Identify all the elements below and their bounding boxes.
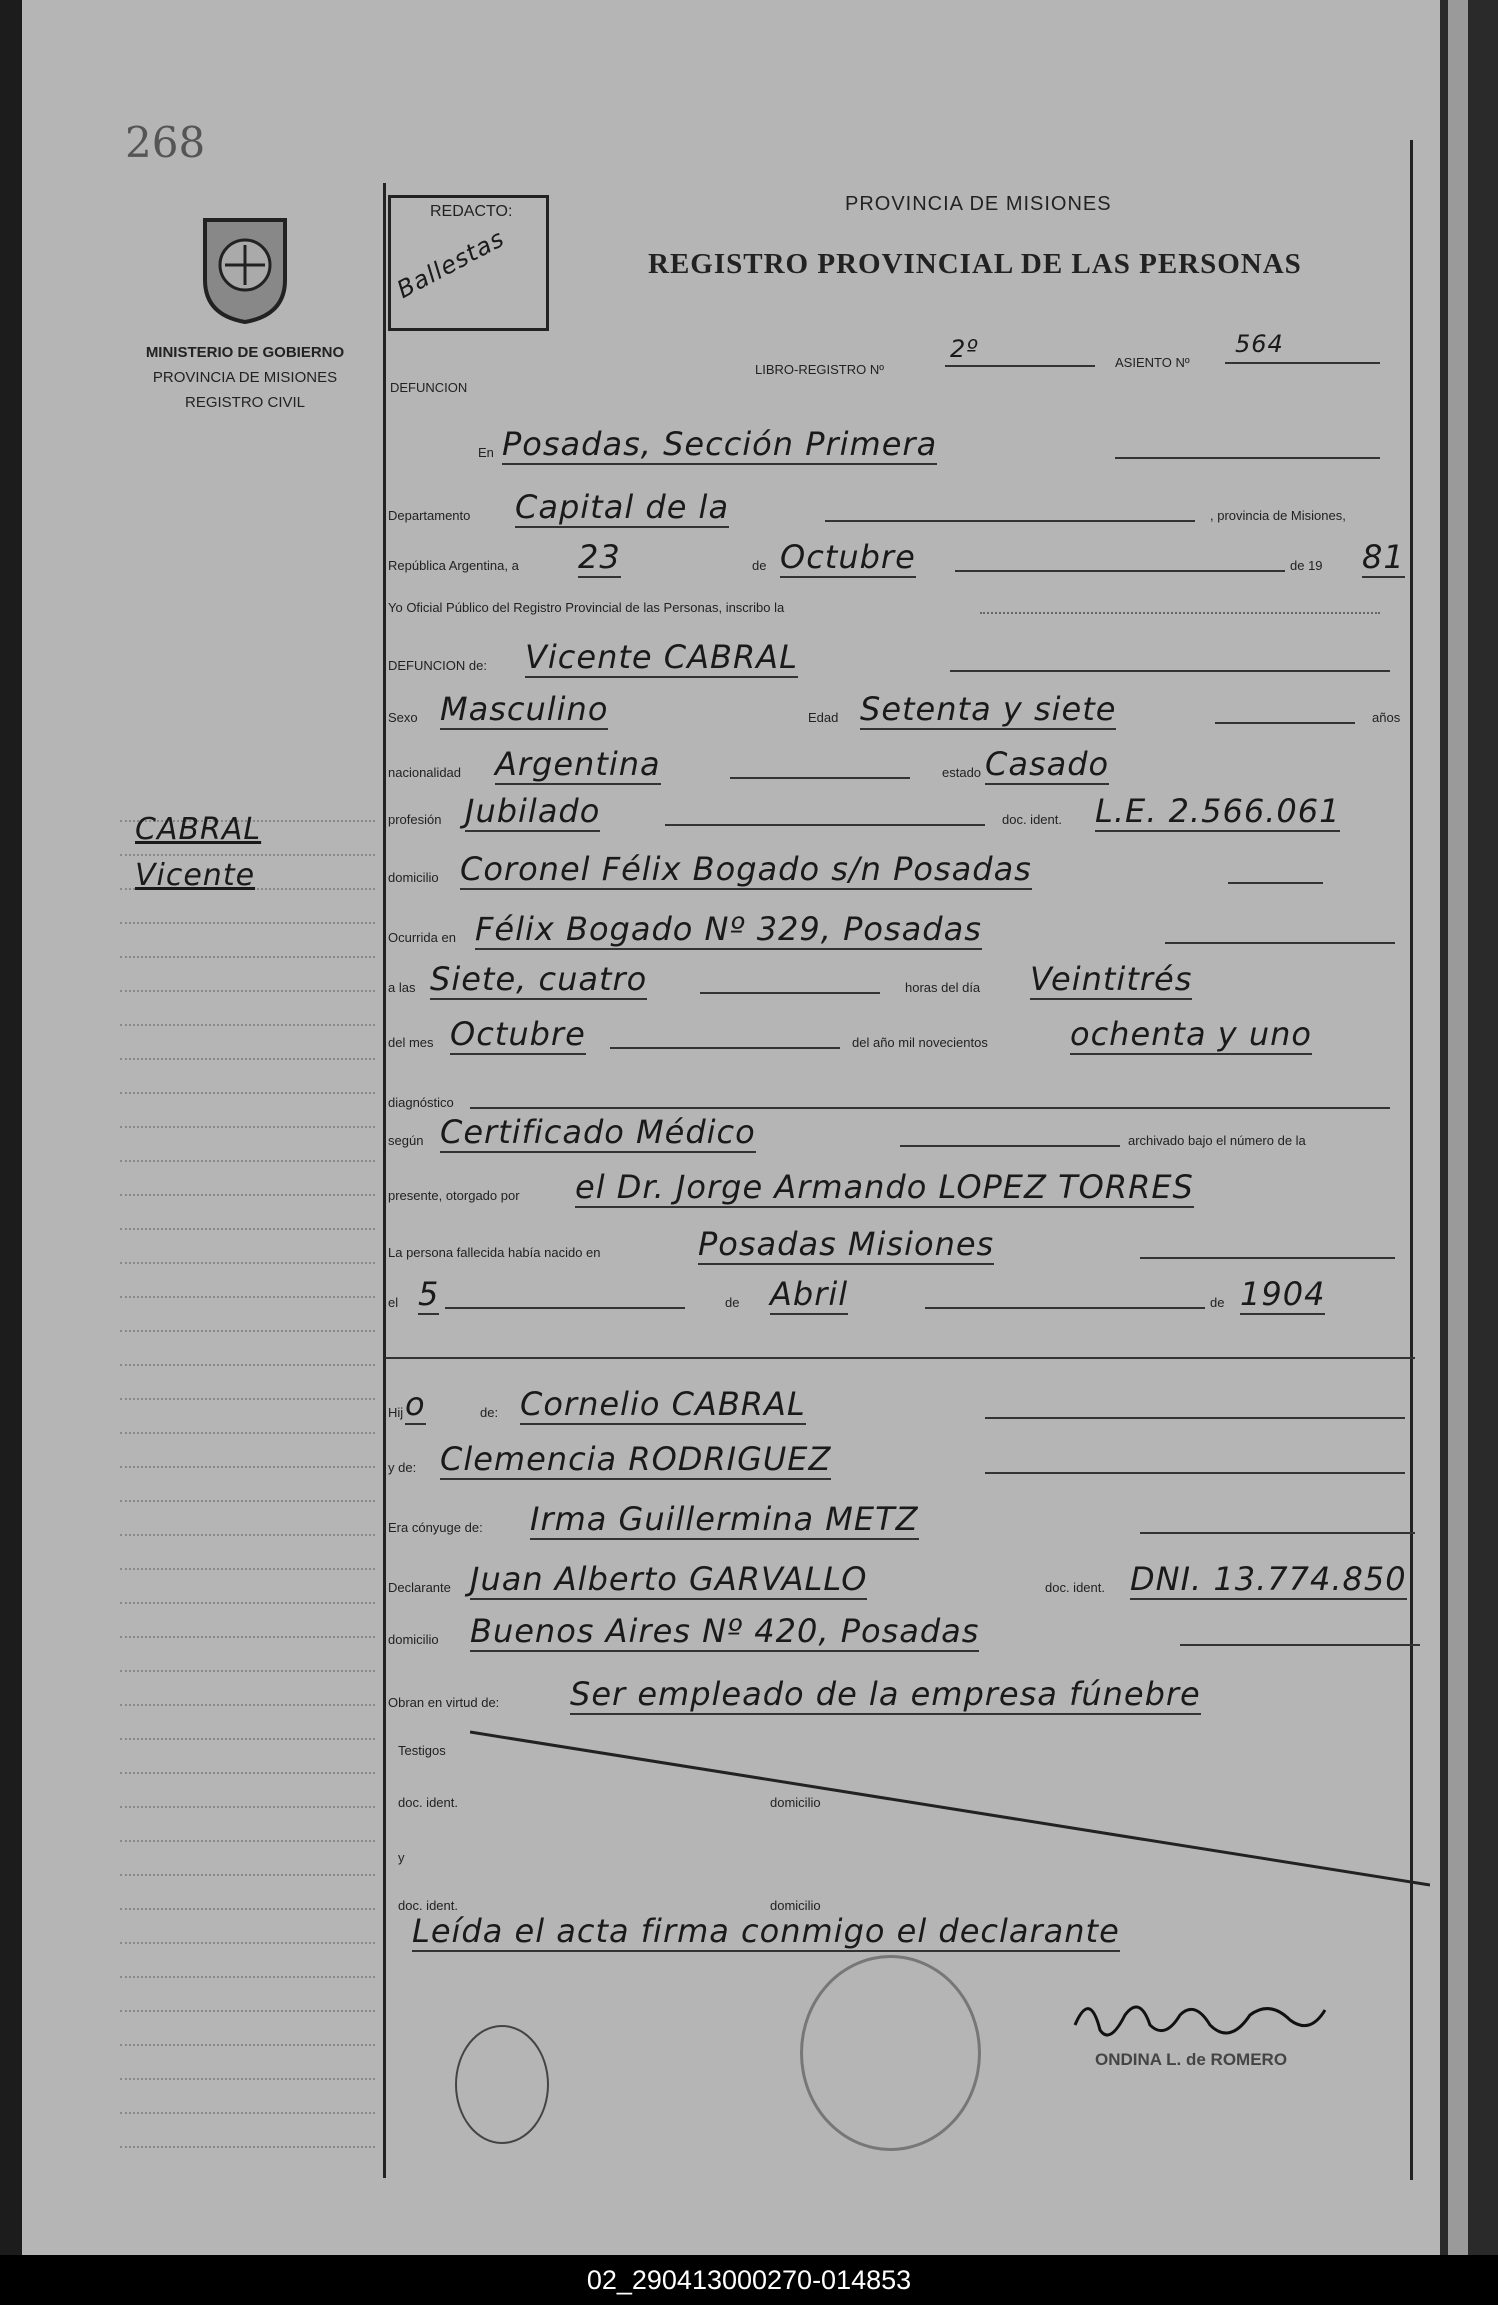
padre-handwritten: Cornelio CABRAL	[520, 1385, 806, 1423]
anio-handwritten: 81	[1362, 538, 1405, 576]
oficial-label: Yo Oficial Público del Registro Provincial de las Personas, inscribo la	[388, 600, 785, 615]
segun-label: según	[388, 1133, 424, 1148]
margin-rule-line	[120, 922, 375, 924]
y-label: y	[398, 1850, 405, 1865]
declarante-label: Declarante	[388, 1580, 451, 1595]
ministry-name: MINISTERIO DE GOBIERNO	[145, 344, 345, 361]
presente-value-handwritten: el Dr. Jorge Armando LOPEZ TORRES	[575, 1168, 1194, 1206]
conyuge-label: Era cónyuge de:	[388, 1520, 483, 1535]
defuncion-de-value-handwritten: Vicente CABRAL	[525, 638, 798, 676]
de-label: de	[752, 558, 767, 573]
official-signature	[1070, 1985, 1330, 2055]
doc1-label: doc. ident.	[398, 1795, 458, 1810]
leida-handwritten: Leída el acta firma conmigo el declarante	[412, 1912, 1120, 1950]
form-blank-line	[1165, 942, 1395, 944]
margin-rule-line	[120, 854, 375, 856]
prof-label: profesión	[388, 812, 442, 827]
estado-value-handwritten: Casado	[985, 745, 1110, 783]
defuncion-label: DEFUNCION	[390, 380, 468, 395]
margin-rule-line	[120, 1874, 375, 1876]
margin-rule-line	[120, 2078, 375, 2080]
de2-value-handwritten: Abril	[770, 1275, 849, 1313]
defuncion-de-label: DEFUNCION de:	[388, 658, 487, 673]
form-blank-line	[730, 777, 910, 779]
form-blank-line	[985, 1472, 1405, 1474]
doc-label: doc. ident.	[1002, 812, 1062, 827]
margin-rule-line	[120, 1670, 375, 1672]
asiento-label: ASIENTO Nº	[1115, 355, 1190, 370]
form-blank-line	[665, 824, 985, 826]
domicilio2-value-handwritten: Buenos Aires Nº 420, Posadas	[470, 1612, 980, 1650]
doc-value-handwritten: L.E. 2.566.061	[1095, 792, 1341, 830]
ocurrida-label: Ocurrida en	[388, 930, 456, 945]
nacido-label: La persona fallecida había nacido en	[388, 1245, 601, 1260]
margin-rule-line	[120, 1908, 375, 1910]
nacido-value-handwritten: Posadas Misiones	[698, 1225, 995, 1263]
redacto-value: Ballestas	[392, 224, 510, 304]
delmes-value-handwritten: Octubre	[450, 1015, 586, 1053]
margin-rule-line	[120, 1942, 375, 1944]
decl-doc-label: doc. ident.	[1045, 1580, 1105, 1595]
sexo-label: Sexo	[388, 710, 418, 725]
initials-mark	[455, 2025, 549, 2144]
asiento-value: 564	[1235, 330, 1284, 358]
margin-rule-line	[120, 1398, 375, 1400]
madre-handwritten: Clemencia RODRIGUEZ	[440, 1440, 832, 1478]
ocurrida-value-handwritten: Félix Bogado Nº 329, Posadas	[475, 910, 982, 948]
margin-rule-line	[120, 1262, 375, 1264]
edad-label: Edad	[808, 710, 839, 725]
margin-rule-line	[120, 1772, 375, 1774]
anos-label: años	[1372, 710, 1401, 725]
diag-label: diagnóstico	[388, 1095, 454, 1110]
official-name-stamp: ONDINA L. de ROMERO	[1095, 2050, 1288, 2069]
doc2-label: doc. ident.	[398, 1898, 458, 1913]
form-blank-line	[1215, 722, 1355, 724]
domicilio2-label: domicilio	[388, 1632, 439, 1647]
form-blank-line	[1180, 1644, 1420, 1646]
testigos-label: Testigos	[398, 1743, 446, 1758]
segun-value-handwritten: Certificado Médico	[440, 1113, 756, 1151]
ministry-block	[115, 340, 375, 415]
prof-value-handwritten: Jubilado	[465, 792, 601, 830]
en-label: En	[478, 445, 494, 460]
margin-rule-line	[120, 1296, 375, 1298]
conyuge-value-handwritten: Irma Guillermina METZ	[530, 1500, 919, 1538]
libro-value: 2º	[950, 335, 979, 363]
margin-rule-line	[120, 1704, 375, 1706]
margin-rule-line	[120, 1500, 375, 1502]
de19-label: de 19	[1290, 558, 1323, 573]
hijo-de-label: de:	[480, 1405, 499, 1420]
left-frame-line	[383, 183, 386, 2178]
dom-label: domicilio	[388, 870, 439, 885]
form-blank-line	[700, 992, 880, 994]
nac-label: nacionalidad	[388, 765, 462, 780]
margin-rule-line	[120, 1194, 375, 1196]
margin-rule-line	[120, 1636, 375, 1638]
el-value-handwritten: 5	[418, 1275, 440, 1313]
hijo-suffix-handwritten: o	[405, 1385, 426, 1423]
form-blank-line	[825, 520, 1195, 522]
margin-rule-line	[120, 2146, 375, 2148]
form-blank-line	[385, 1357, 1415, 1359]
dom-value-handwritten: Coronel Félix Bogado s/n Posadas	[460, 850, 1032, 888]
form-blank-line	[1115, 457, 1380, 459]
libro-label: LIBRO-REGISTRO Nº	[755, 362, 884, 377]
margin-rule-line	[120, 1092, 375, 1094]
binding-edge	[1440, 0, 1498, 2255]
form-blank-line	[950, 670, 1390, 672]
registry-stamp	[800, 1955, 981, 2151]
sexo-value-handwritten: Masculino	[440, 690, 609, 728]
margin-rule-line	[120, 1058, 375, 1060]
republica-label: República Argentina, a	[388, 558, 519, 573]
estado-label: estado	[942, 765, 982, 780]
witness-strike-line	[470, 1720, 1430, 1890]
margin-rule-line	[120, 1976, 375, 1978]
form-blank-line	[955, 570, 1285, 572]
form-blank-line	[470, 1107, 1390, 1109]
form-blank-line	[925, 1307, 1205, 1309]
form-blank-line	[1228, 882, 1323, 884]
margin-rule-line	[120, 1160, 375, 1162]
margin-rule-line	[120, 1738, 375, 1740]
margin-rule-line	[120, 2044, 375, 2046]
presente-label: presente, otorgado por	[388, 1188, 520, 1203]
decl-doc-value-handwritten: DNI. 13.774.850	[1130, 1560, 1407, 1598]
delmes-label: del mes	[388, 1035, 434, 1050]
redacto-label: REDACTO:	[430, 203, 513, 220]
ministry-registry: REGISTRO CIVIL	[184, 394, 306, 411]
horas-label: horas del día	[905, 980, 981, 995]
form-blank-line	[445, 1307, 685, 1309]
form-blank-line	[985, 1417, 1405, 1419]
declarante-value-handwritten: Juan Alberto GARVALLO	[470, 1560, 868, 1598]
margin-rule-line	[120, 1330, 375, 1332]
delanio-value-handwritten: ochenta y uno	[1070, 1015, 1312, 1053]
coat-of-arms-icon	[195, 210, 295, 325]
margin-rule-line	[120, 1364, 375, 1366]
header-province: PROVINCIA DE MISIONES	[845, 193, 1112, 215]
margin-rule-line	[120, 1228, 375, 1230]
yde-label: y de:	[388, 1460, 417, 1475]
margin-rule-line	[120, 2010, 375, 2012]
dom1-label: domicilio	[770, 1795, 821, 1810]
en-value-handwritten: Posadas, Sección Primera	[502, 425, 938, 463]
margin-rule-line	[120, 956, 375, 958]
obran-label: Obran en virtud de:	[388, 1695, 500, 1710]
ministry-province: PROVINCIA DE MISIONES	[152, 369, 338, 386]
alas-value-handwritten: Siete, cuatro	[430, 960, 648, 998]
page-number: 268	[125, 118, 206, 167]
margin-rule-line	[120, 1432, 375, 1434]
provincia-label: , provincia de Misiones,	[1210, 508, 1346, 523]
archivado-label: archivado bajo el número de la	[1128, 1133, 1306, 1148]
form-blank-line	[900, 1145, 1120, 1147]
dia-handwritten: 23	[578, 538, 621, 576]
depto-label: Departamento	[388, 508, 471, 523]
margin-rule-line	[120, 1568, 375, 1570]
de3-label: de	[1210, 1295, 1225, 1310]
margin-rule-line	[120, 2112, 375, 2114]
margin-surname: CABRAL	[135, 812, 262, 847]
margin-rule-line	[120, 1466, 375, 1468]
header-title: REGISTRO PROVINCIAL DE LAS PERSONAS	[648, 248, 1302, 280]
form-blank-line	[1140, 1257, 1395, 1259]
de2-label: de	[725, 1295, 740, 1310]
delanio-label: del año mil novecientos	[852, 1035, 988, 1050]
de3-value-handwritten: 1904	[1240, 1275, 1326, 1313]
margin-rule-line	[120, 990, 375, 992]
form-blank-line	[610, 1047, 840, 1049]
mes-handwritten: Octubre	[780, 538, 916, 576]
nac-value-handwritten: Argentina	[495, 745, 661, 783]
document-id-footer: 02_290413000270-014853	[0, 2255, 1498, 2305]
margin-rule-line	[120, 1840, 375, 1842]
margin-name: Vicente	[135, 858, 256, 893]
obran-value-handwritten: Ser empleado de la empresa fúnebre	[570, 1675, 1201, 1713]
dom2-label: domicilio	[770, 1898, 821, 1913]
form-blank-line	[1140, 1532, 1415, 1534]
el-label: el	[388, 1295, 399, 1310]
margin-rule-line	[120, 1534, 375, 1536]
edad-value-handwritten: Setenta y siete	[860, 690, 1117, 728]
alas-label: a las	[388, 980, 416, 995]
margin-rule-line	[120, 1602, 375, 1604]
margin-rule-line	[120, 1024, 375, 1026]
hijo-label: Hij	[388, 1405, 404, 1420]
margin-rule-line	[120, 1126, 375, 1128]
margin-rule-line	[120, 1806, 375, 1808]
horas-value-handwritten: Veintitrés	[1030, 960, 1193, 998]
depto-value-handwritten: Capital de la	[515, 488, 730, 526]
form-dotted-line	[980, 612, 1380, 614]
